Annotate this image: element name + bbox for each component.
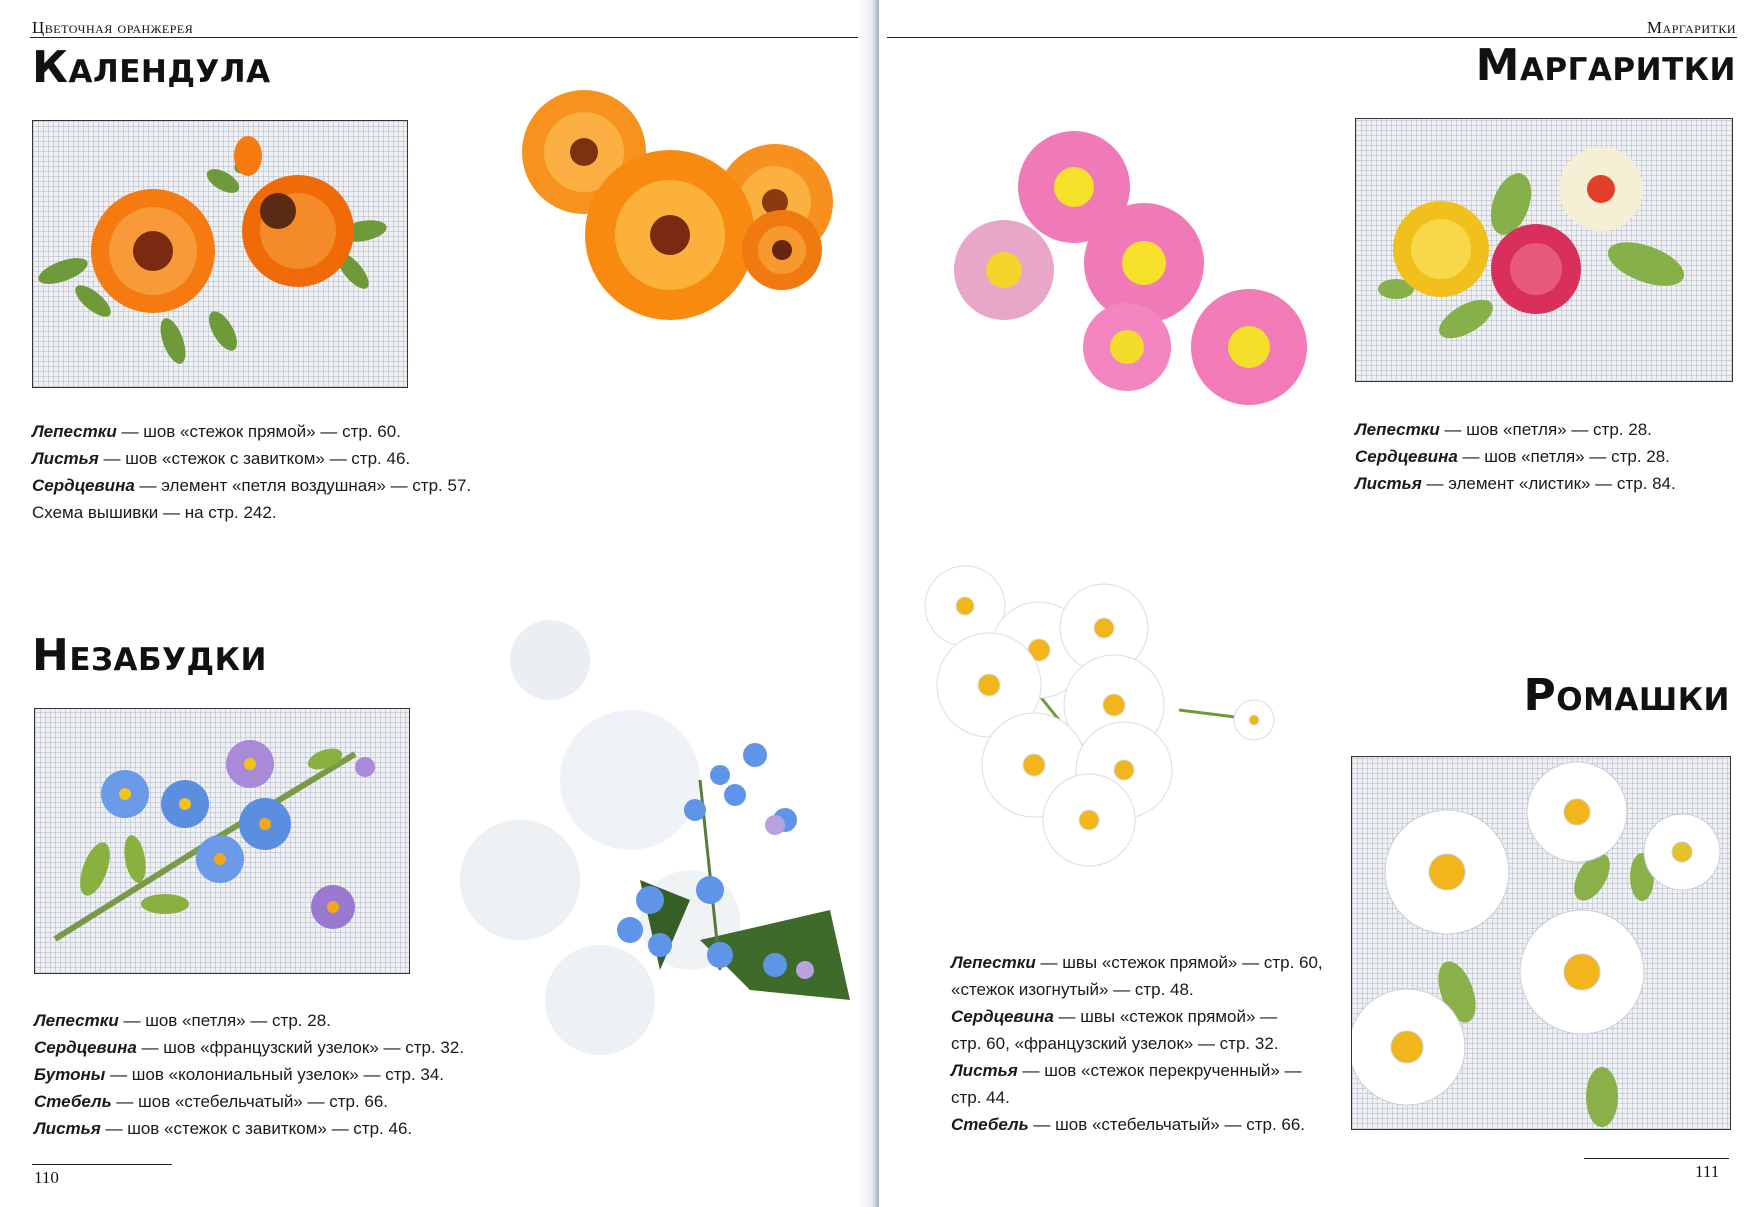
header-rule-right xyxy=(887,37,1737,38)
calendula-flower-1 xyxy=(91,189,215,313)
daisy-bloom-4 xyxy=(1083,303,1171,391)
caption-line: Сердцевина — шов «французский узелок» — стр. 32. xyxy=(34,1038,465,1057)
calendula-caption xyxy=(32,418,471,526)
calendula-flower-2 xyxy=(242,175,354,287)
left-page xyxy=(0,0,875,1207)
caption-line: Лепестки — швы «стежок прямой» — стр. 60, xyxy=(951,953,1323,972)
cream-embroidered-flower xyxy=(1559,147,1643,231)
chamomile-flowers-photo xyxy=(919,560,1299,880)
caption-line: Лепестки — шов «петля» — стр. 28. xyxy=(34,1011,331,1030)
running-head-right: Маргаритки xyxy=(1646,18,1736,37)
chamomile-embroidered-flowers xyxy=(1352,762,1720,1105)
daisy-flowers-photo xyxy=(949,125,1309,405)
daisy-bloom-2 xyxy=(954,220,1054,320)
calendula-flowers-photo xyxy=(500,90,860,330)
caption-line: Схема вышивки — на стр. 242. xyxy=(32,503,277,522)
caption-line: Листья — шов «стежок с завитком» — стр. 46. xyxy=(34,1119,413,1138)
caption-line: Лепестки — шов «стежок прямой» — стр. 60. xyxy=(32,422,401,441)
caption-line: Сердцевина — шов «петля» — стр. 28. xyxy=(1355,447,1670,466)
daisy-bloom-3 xyxy=(1084,203,1204,323)
header-rule-left xyxy=(30,37,870,38)
yellow-embroidered-flower xyxy=(1393,201,1489,297)
forgetmenot-title: Незабудки xyxy=(32,630,267,681)
caption-line: Стебель — шов «стебельчатый» — стр. 66. xyxy=(34,1092,389,1111)
daisy-embroidery-photo xyxy=(1355,118,1733,382)
caption-line: Листья — шов «стежок перекрученный» — xyxy=(951,1061,1302,1080)
calendula-embroidery-photo xyxy=(32,120,408,388)
caption-line: стр. 60, «французский узелок» — стр. 32. xyxy=(951,1034,1279,1053)
running-head-left: Цветочная оранжерея xyxy=(32,18,194,37)
caption-line: Листья — элемент «листик» — стр. 84. xyxy=(1355,474,1676,493)
footer-rule-left xyxy=(32,1164,172,1165)
calendula-bloom-4 xyxy=(742,210,822,290)
pink-embroidered-flower xyxy=(1491,224,1581,314)
daisy-caption xyxy=(1355,416,1676,497)
chamomile-embroidery-photo xyxy=(1351,756,1731,1130)
forgetmenot-embroidery-photo xyxy=(34,708,410,974)
chamomile-caption xyxy=(951,949,1323,1138)
page-number-right: 111 xyxy=(1695,1162,1720,1181)
daisy-bloom-5 xyxy=(1191,289,1307,405)
caption-line: Сердцевина — швы «стежок прямой» — xyxy=(951,1007,1278,1026)
caption-line: Листья — шов «стежок с завитком» — стр. 46. xyxy=(32,449,411,468)
calendula-bloom-3 xyxy=(585,150,755,320)
caption-line: Стебель — шов «стебельчатый» — стр. 66. xyxy=(951,1115,1306,1134)
forgetmenot-caption xyxy=(34,1007,464,1142)
caption-line: Бутоны — шов «колониальный узелок» — стр. 34. xyxy=(34,1065,445,1084)
page-number-left: 110 xyxy=(34,1168,59,1187)
caption-line: Сердцевина — элемент «петля воздушная» — стр. 57. xyxy=(32,476,472,495)
forgetmenot-flowers-photo xyxy=(600,740,850,1010)
caption-line: Лепестки — шов «петля» — стр. 28. xyxy=(1355,420,1652,439)
footer-rule-right xyxy=(1584,1158,1729,1159)
caption-line: «стежок изогнутый» — стр. 48. xyxy=(951,980,1194,999)
caption-line: стр. 44. xyxy=(951,1088,1010,1107)
right-page xyxy=(879,0,1754,1207)
daisy-title: Маргаритки xyxy=(1475,40,1736,91)
calendula-title: Календула xyxy=(32,42,271,93)
chamomile-title: Ромашки xyxy=(1523,670,1730,721)
